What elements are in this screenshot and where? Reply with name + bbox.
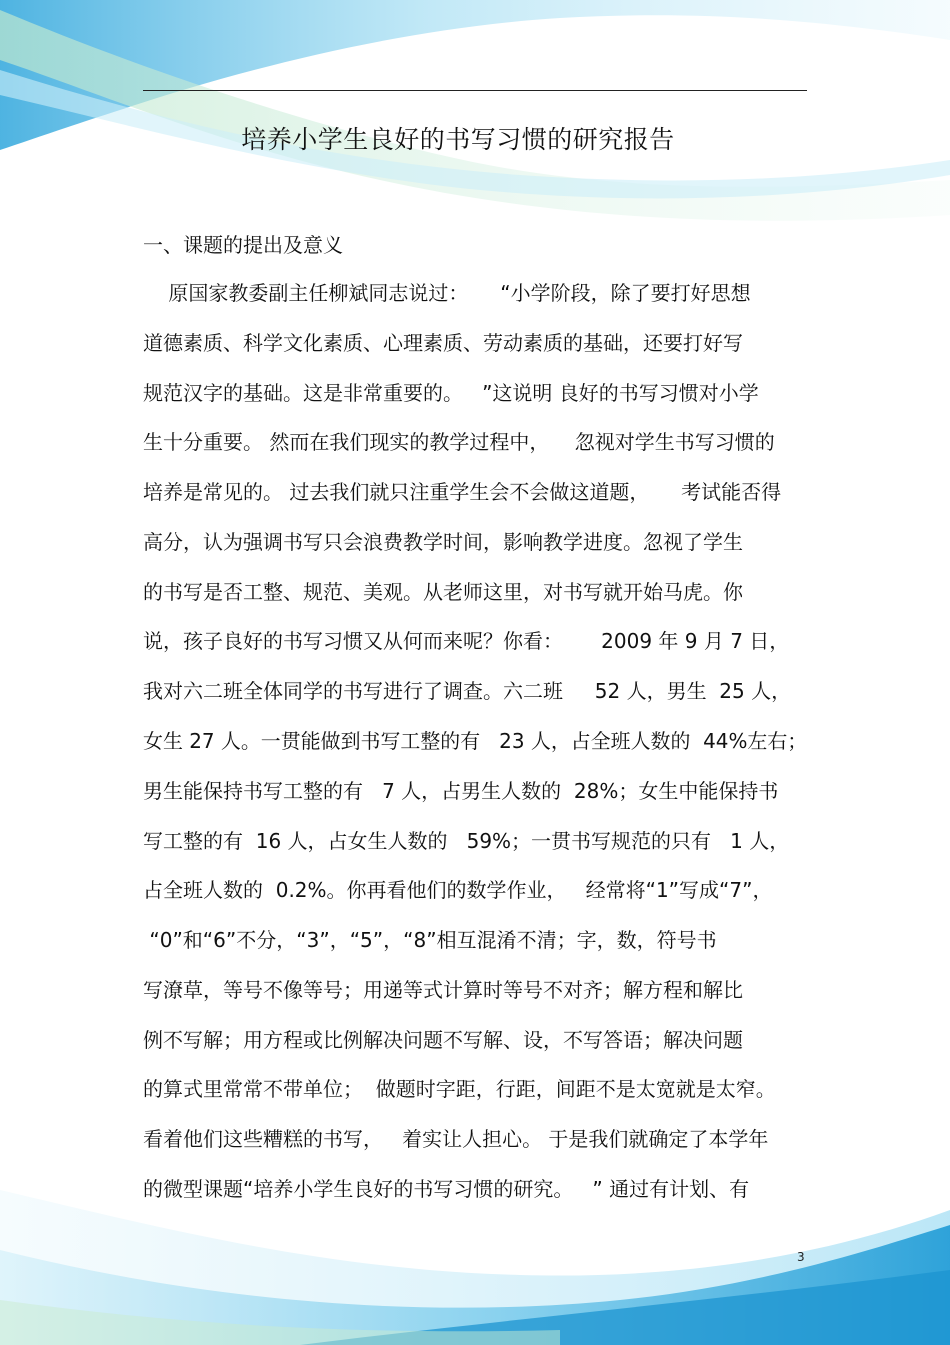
body-line: 写潦草，等号不像等号；用递等式计算时等号不对齐；解方程和解比 — [143, 978, 743, 1002]
body-line: 说，孩子良好的书写习惯又从何而来呢？你看： 2009 年 9 月 7 日， — [143, 629, 790, 653]
page-number: 3 — [797, 1250, 805, 1264]
body-line: 培养是常见的。 过去我们就只注重学生会不会做这道题， 考试能否得 — [143, 480, 782, 504]
body-line: 我对六二班全体同学的书写进行了调查。六二班 52 人，男生 25 人， — [143, 679, 792, 703]
body-line: “0”和“6”不分，“3”，“5”，“8”相互混淆不清；字，数，符号书 — [143, 928, 717, 952]
body-line: 占全班人数的 0.2%。你再看他们的数学作业， 经常将“1”写成“7”， — [143, 878, 773, 902]
body-line: 道德素质、科学文化素质、心理素质、劳动素质的基础，还要打好写 — [143, 331, 743, 355]
body-line: 女生 27 人。一贯能做到书写工整的有 23 人，占全班人数的 44%左右； — [143, 729, 808, 753]
body-line: 的算式里常常不带单位； 做题时字距，行距，间距不是太宽就是太窄。 — [143, 1077, 776, 1101]
body-line: 例不写解；用方程或比例解决问题不写解、设，不写答语；解决问题 — [143, 1028, 743, 1052]
body-line: 的书写是否工整、规范、美观。从老师这里，对书写就开始马虎。你 — [143, 580, 743, 604]
body-line: 写工整的有 16 人，占女生人数的 59%；一贯书写规范的只有 1 人， — [143, 829, 790, 853]
body-line: 男生能保持书写工整的有 7 人，占男生人数的 28%；女生中能保持书 — [143, 779, 779, 803]
body-line: 规范汉字的基础。这是非常重要的。 ”这说明 良好的书写习惯对小学 — [143, 381, 759, 405]
body-line: 的微型课题“培养小学生良好的书写习惯的研究。 ” 通过有计划、有 — [143, 1177, 750, 1201]
body-line: 高分，认为强调书写只会浪费教学时间，影响教学进度。忽视了学生 — [143, 530, 743, 554]
section-heading: 一、课题的提出及意义 — [143, 233, 343, 257]
body-line: 看着他们这些糟糕的书写， 着实让人担心。 于是我们就确定了本学年 — [143, 1127, 769, 1151]
body-line: 生十分重要。 然而在我们现实的教学过程中， 忽视对学生书写习惯的 — [143, 430, 775, 454]
body-line: 原国家教委副主任柳斌同志说过： “小学阶段，除了要打好思想 — [143, 281, 751, 305]
document-title: 培养小学生良好的书写习惯的研究报告 — [241, 125, 675, 154]
header-rule — [143, 90, 807, 91]
